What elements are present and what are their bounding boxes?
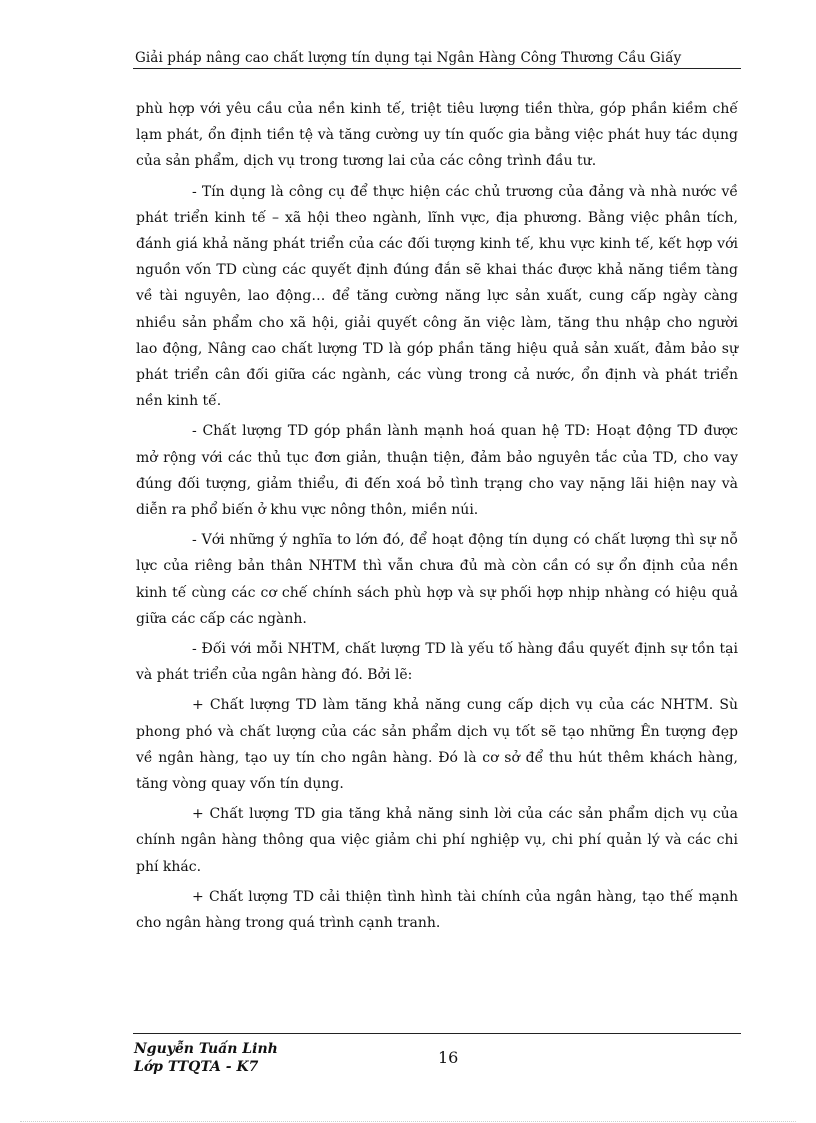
footer-divider: [133, 1033, 741, 1034]
paragraph: - Chất lượng TD góp phần lành mạnh hoá quan hệ TD: Hoạt động TD được mở rộng với các thủ tục đơn giản, thuận tiện, đảm bảo nguyên tắc của TD, cho vay đúng đối tượng, giảm thiểu, đi đến xoá bỏ tình trạng cho vay nặng lãi hiện nay và diễn ra phổ biến ở khu vực nông thôn, miền núi.: [136, 423, 738, 519]
paragraph: - Tín dụng là công cụ để thực hiện các chủ trương của đảng và nhà nước về phát triển kinh tế – xã hội theo ngành, lĩnh vực, địa phương. Bằng việc phân tích, đánh giá khả năng phát triển của các đối tượng kinh tế, khu vực kinh tế, kết hợp với nguồn vốn TD cùng các quyết định đúng đắn sẽ khai thác được khả năng tiềm tàng về tài nguyên, lao động… để tăng cường năng lực sản xuất, cung cấp ngày càng nhiều sản phẩm cho xã hội, giải quyết công ăn việc làm, tăng thu nhập cho người lao động, Nâng cao chất lượng TD là góp phần tăng hiệu quả sản xuất, đảm bảo sự phát triển cân đối giữa các ngành, các vùng trong cả nước, ổn định và phát triển nền kinh tế.: [136, 183, 738, 410]
footer-author-block: [134, 1040, 278, 1076]
author-name: Nguyễn Tuấn Linh: [134, 1041, 278, 1057]
author-class: Lớp TTQTA - K7: [134, 1059, 259, 1075]
document-body: [136, 96, 738, 940]
paragraph: + Chất lượng TD cải thiện tình hình tài chính của ngân hàng, tạo thế mạnh cho ngân hàng trong quá trình cạnh tranh.: [136, 888, 738, 932]
paragraph: phù hợp với yêu cầu của nền kinh tế, triệt tiêu lượng tiền thừa, góp phần kiềm chế lạm phát, ổn định tiền tệ và tăng cường uy tín quốc gia bằng việc phát huy tác dụng của sản phẩm, dịch vụ trong tương lai của các công trình đầu tư.: [136, 101, 738, 170]
paragraph: + Chất lượng TD làm tăng khả năng cung cấp dịch vụ của các NHTM. Sù phong phó và chất lượng của các sản phẩm dịch vụ tốt sẽ tạo những Ên tượng đẹp về ngân hàng, tạo uy tín cho ngân hàng. Đó là cơ sở để thu hút thêm khách hàng, tăng vòng quay vốn tín dụng.: [136, 697, 738, 793]
paragraph: + Chất lượng TD gia tăng khả năng sinh lời của các sản phẩm dịch vụ của chính ngân hàng thông qua việc giảm chi phí nghiệp vụ, chi phí quản lý và các chi phí khác.: [136, 806, 738, 875]
page-edge: [20, 1121, 796, 1122]
paragraph: - Đối với mỗi NHTM, chất lượng TD là yếu tố hàng đầu quyết định sự tồn tại và phát triển của ngân hàng đó. Bởi lẽ:: [136, 641, 738, 684]
paragraph: - Với những ý nghĩa to lớn đó, để hoạt động tín dụng có chất lượng thì sự nỗ lực của riêng bản thân NHTM thì vẫn chưa đủ mà còn cần có sự ổn định của nền kinh tế cùng các cơ chế chính sách phù hợp và sự phối hợp nhịp nhàng có hiệu quả giữa các cấp các ngành.: [136, 532, 738, 627]
page-header-title: Giải pháp nâng cao chất lượng tín dụng tại Ngân Hàng Công Thương Cầu Giấy: [135, 50, 682, 66]
header-divider: [133, 68, 741, 69]
page-number: 16: [438, 1048, 459, 1067]
